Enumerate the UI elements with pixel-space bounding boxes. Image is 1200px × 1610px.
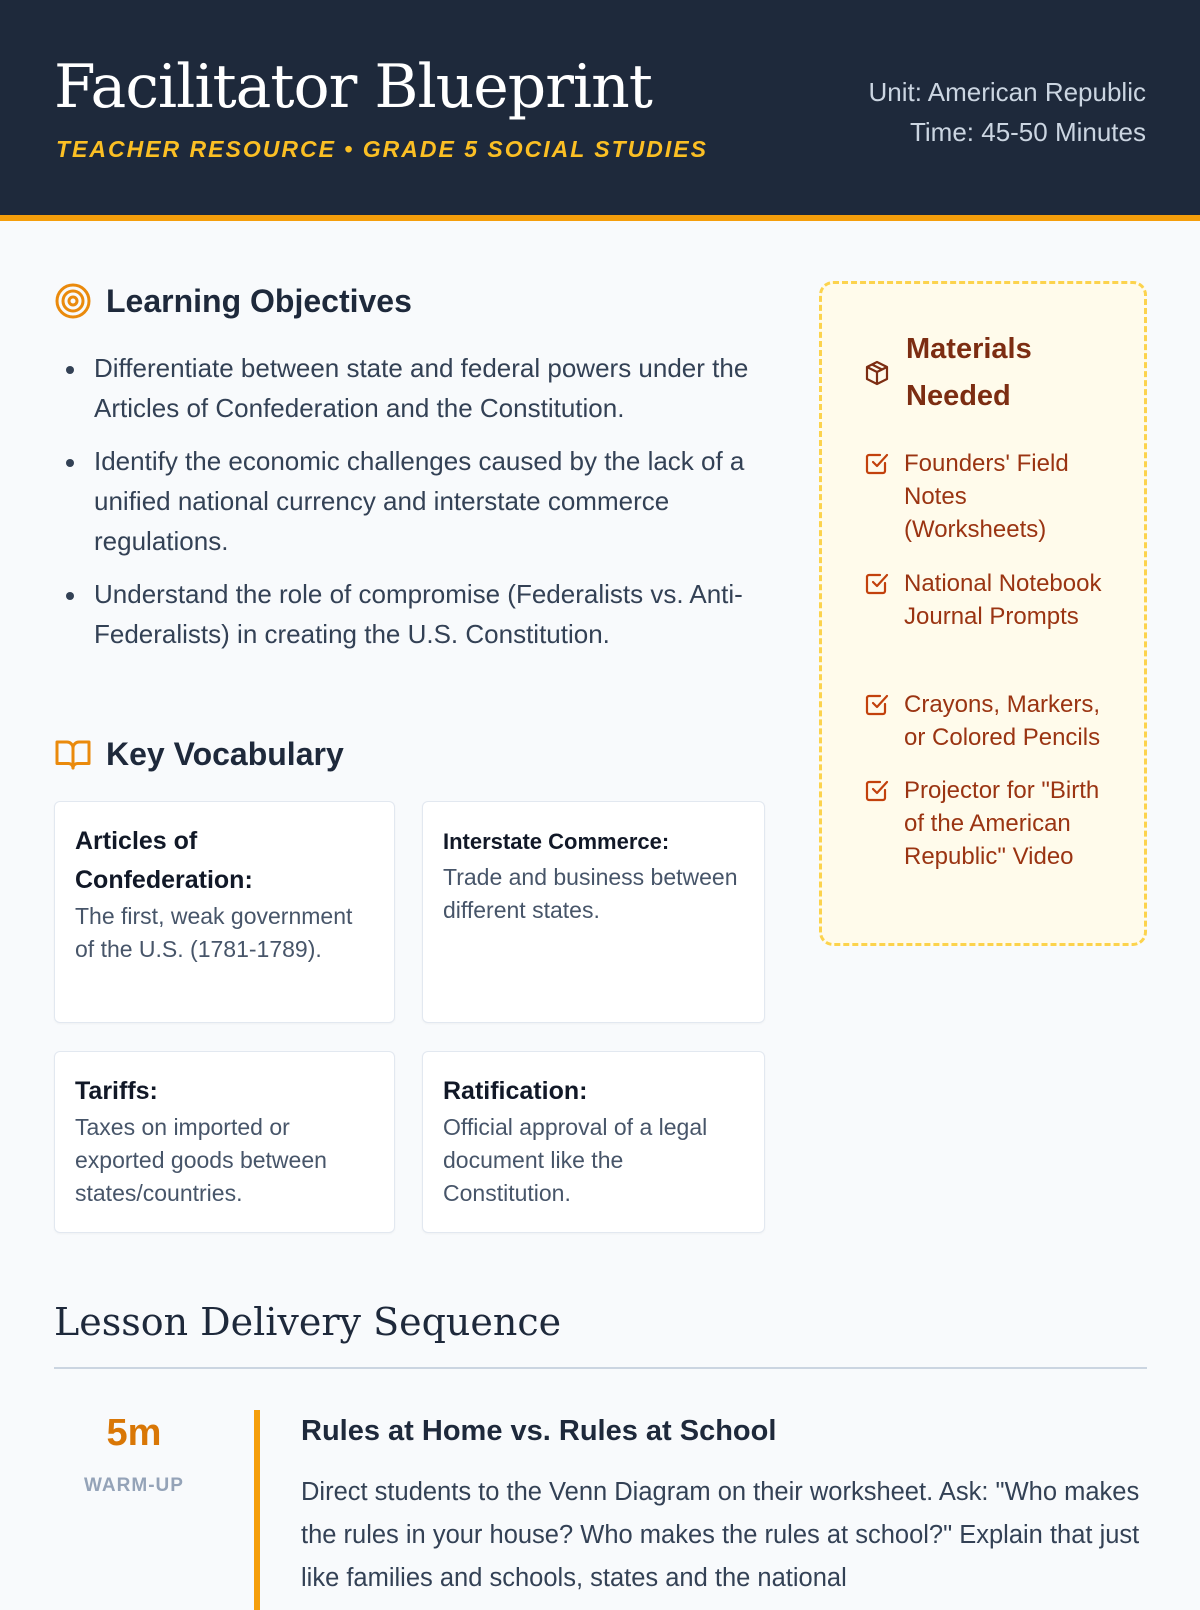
page-subtitle: TEACHER RESOURCE • GRADE 5 SOCIAL STUDIES [56, 136, 708, 162]
list-item [864, 567, 1114, 633]
materials-box [819, 281, 1147, 946]
vocabulary-title: Key Vocabulary [106, 735, 344, 772]
material-label: National Notebook Journal Prompts [904, 570, 1102, 630]
divider [54, 1367, 1147, 1369]
step-timeline-bar [254, 1410, 260, 1610]
vocabulary-heading [54, 735, 344, 773]
vocab-term: Articles of Confederation: [75, 827, 253, 894]
step-duration: 5m [106, 1412, 162, 1454]
list-item [864, 774, 1114, 873]
page-title: Facilitator Blueprint [54, 52, 652, 122]
time-label: Time: 45-50 Minutes [909, 117, 1146, 147]
sequence-title: Lesson Delivery Sequence [54, 1300, 562, 1344]
vocab-card-ratification [422, 1051, 765, 1233]
book-open-icon [54, 735, 92, 773]
vocab-definition: Official approval of a legal document like the Constitution. [443, 1114, 708, 1206]
vocab-term: Tariffs: [75, 1077, 158, 1105]
unit-label: Unit: American Republic [868, 77, 1146, 107]
check-square-icon [864, 570, 890, 596]
step-title: Rules at Home vs. Rules at School [301, 1415, 777, 1447]
check-square-icon [864, 777, 890, 803]
vocab-card-commerce [422, 801, 765, 1023]
vocab-definition: The first, weak government of the U.S. (1781-1789). [75, 903, 353, 962]
list-item: Identify the economic challenges caused by the lack of a unified national currency and interstate commerce regulations. [60, 441, 770, 561]
list-item: Understand the role of compromise (Federalists vs. Anti-Federalists) in creating the U.S. Constitution. [60, 574, 770, 654]
materials-heading [864, 326, 1056, 420]
package-icon [864, 360, 890, 386]
objectives-list [60, 348, 770, 667]
vocab-definition: Taxes on imported or exported goods between states/countries. [75, 1114, 327, 1206]
vocab-card-articles [54, 801, 395, 1023]
material-label: Founders' Field Notes (Worksheets) [904, 450, 1069, 543]
objectives-title: Learning Objectives [106, 282, 412, 319]
material-label: Projector for "Birth of the American Republic" Video [904, 777, 1100, 870]
vocab-definition: Trade and business between different states. [443, 864, 738, 923]
objectives-heading [54, 282, 412, 320]
list-item [864, 688, 1114, 754]
step-phase-label: WARM-UP [84, 1475, 184, 1496]
step-description: Direct students to the Venn Diagram on their worksheet. Ask: "Who makes the rules in your house? Who makes the rules at school?" Explain that just like families and schools, states and the national [301, 1478, 1140, 1592]
check-square-icon [864, 450, 890, 476]
target-icon [54, 282, 92, 320]
list-item: Differentiate between state and federal powers under the Articles of Confederation and the Constitution. [60, 348, 770, 428]
material-label: Crayons, Markers, or Colored Pencils [904, 691, 1101, 751]
vocab-term: Interstate Commerce: [443, 829, 670, 854]
materials-title: Materials Needed [906, 333, 1032, 412]
page-header [0, 0, 1200, 221]
vocab-card-tariffs [54, 1051, 395, 1233]
check-square-icon [864, 691, 890, 717]
vocab-term: Ratification: [443, 1077, 588, 1105]
list-item [864, 447, 1114, 546]
lesson-meta [869, 72, 1146, 152]
